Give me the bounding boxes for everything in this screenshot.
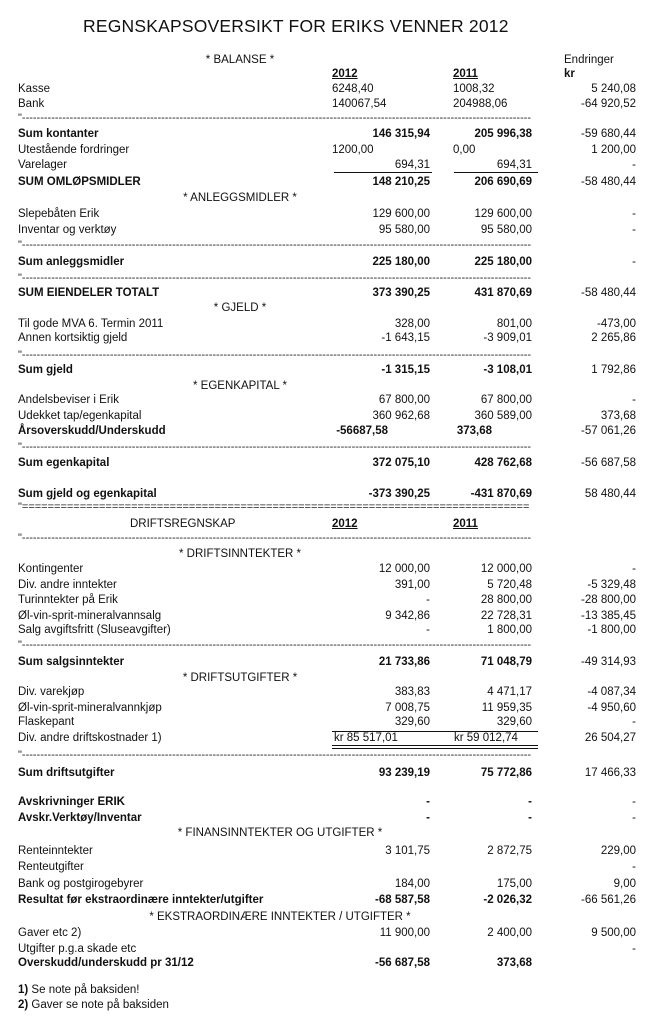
dashed-separator: "------------------------------------------------------------------------------------------------------------------------------------------- — [18, 532, 532, 544]
value-2011: 2 400,00 — [487, 927, 532, 939]
value-2012: 372 075,10 — [372, 457, 430, 469]
value-change: 26 504,27 — [584, 732, 636, 744]
dashed-separator: "------------------------------------------------------------------------------------------------------------------------------------------- — [18, 112, 532, 124]
value-2012: 694,31 — [394, 159, 430, 171]
value-change: 1 200,00 — [591, 144, 636, 156]
value-change: -5 329,48 — [587, 579, 636, 591]
value-2012: -56 687,58 — [375, 957, 430, 969]
value-2012: 11 900,00 — [379, 927, 430, 939]
value-2012: 373 390,25 — [372, 287, 430, 299]
section-heading: * EGENKAPITAL * — [193, 380, 287, 392]
value-change: -57 061,26 — [581, 425, 636, 437]
row-label: Gaver etc 2) — [18, 927, 82, 939]
value-change: 9 500,00 — [591, 927, 636, 939]
value-2012: -1 315,15 — [381, 364, 430, 376]
value-change: - — [632, 563, 636, 575]
row-label: SUM OMLØPSMIDLER — [18, 176, 141, 188]
row-label: Avskr.Verktøy/Inventar — [18, 812, 142, 824]
value-2012: - — [426, 594, 430, 606]
box-top-line — [332, 731, 538, 732]
value-change: -4 087,34 — [587, 686, 636, 698]
value-2011: 431 870,69 — [474, 287, 532, 299]
row-label: Bank — [18, 98, 45, 110]
dashed-separator: "------------------------------------------------------------------------------------------------------------------------------------------- — [18, 272, 532, 284]
underline-varelager-2011 — [454, 172, 538, 173]
row-label: Andelsbeviser i Erik — [18, 394, 119, 406]
row-label: Div. andre inntekter — [18, 579, 117, 591]
footnote: 2) Gaver se note på baksiden — [18, 999, 169, 1011]
value-2012: 93 239,19 — [378, 767, 430, 779]
value-2011: 373,68 — [456, 425, 492, 437]
value-2012: 67 800,00 — [378, 394, 430, 406]
value-2011: -3 108,01 — [483, 364, 532, 376]
value-2012: 329,60 — [394, 716, 430, 728]
value-2012: 3 101,75 — [385, 845, 430, 857]
value-2012: 328,00 — [394, 318, 430, 330]
row-label: Inventar og verktøy — [18, 224, 117, 236]
value-2012: 95 580,00 — [378, 224, 430, 236]
year-2011-header: 2011 — [453, 518, 478, 530]
value-change: 5 240,08 — [591, 83, 636, 95]
changes-header: Endringer — [564, 54, 614, 66]
value-2012: -373 390,25 — [368, 488, 430, 500]
value-2011: - — [528, 812, 532, 824]
row-label: Salg avgiftsfritt (Sluseavgifter) — [18, 624, 171, 636]
value-2011: 0,00 — [453, 144, 476, 156]
value-change: -28 800,00 — [581, 594, 636, 606]
value-change: - — [632, 159, 636, 171]
value-change: - — [632, 943, 636, 955]
value-change: - — [632, 716, 636, 728]
row-label: Overskudd/underskudd pr 31/12 — [18, 957, 194, 969]
value-2011: 694,31 — [496, 159, 532, 171]
changes-unit: kr — [564, 68, 575, 80]
year-2011-header: 2011 — [453, 68, 478, 80]
value-change: -59 680,44 — [581, 128, 636, 140]
value-change: - — [632, 208, 636, 220]
dashed-separator: "------------------------------------------------------------------------------------------------------------------------------------------- — [18, 441, 532, 453]
section-heading: * ANLEGGSMIDLER * — [183, 192, 297, 204]
double-separator: "=============================================================================== — [18, 501, 530, 513]
value-2011: 11 959,35 — [481, 702, 532, 714]
value-2012: 9 342,86 — [385, 610, 430, 622]
value-2011: 1008,32 — [453, 83, 495, 95]
value-change: 373,68 — [600, 410, 636, 422]
row-label: SUM EIENDELER TOTALT — [18, 287, 160, 299]
value-2012: 383,83 — [394, 686, 430, 698]
value-2012: 21 733,86 — [378, 656, 430, 668]
row-label: Kontingenter — [18, 563, 84, 575]
value-2011: 12 000,00 — [480, 563, 532, 575]
underline-varelager-2012 — [334, 172, 432, 173]
value-change: - — [632, 256, 636, 268]
value-2011: 4 471,17 — [487, 686, 532, 698]
value-2012: - — [426, 796, 430, 808]
value-2012: 12 000,00 — [378, 563, 430, 575]
value-change: -58 480,44 — [581, 176, 636, 188]
value-change: -4 950,60 — [587, 702, 636, 714]
section-heading: * BALANSE * — [205, 54, 275, 66]
value-change: -49 314,93 — [581, 656, 636, 668]
value-2012: kr 85 517,01 — [334, 732, 398, 744]
row-label: Avskrivninger ERIK — [18, 796, 125, 808]
value-2012: 360 962,68 — [372, 410, 430, 422]
value-2012: 1200,00 — [332, 144, 374, 156]
row-label: Udekket tap/egenkapital — [18, 410, 142, 422]
value-2011: 129 600,00 — [474, 208, 532, 220]
value-2011: 67 800,00 — [480, 394, 532, 406]
section-heading: * GJELD * — [213, 302, 267, 314]
value-change: -56 687,58 — [581, 457, 636, 469]
year-2012-header: 2012 — [332, 68, 358, 80]
value-change: - — [632, 394, 636, 406]
value-2012: 6248,40 — [332, 83, 374, 95]
value-2011: 2 872,75 — [487, 845, 532, 857]
value-2011: 373,68 — [496, 957, 532, 969]
value-change: - — [632, 796, 636, 808]
row-label: Sum gjeld og egenkapital — [18, 488, 157, 500]
row-label: Resultat før ekstraordinære inntekter/utgifter — [18, 894, 264, 906]
value-change: - — [632, 224, 636, 236]
value-2011: 95 580,00 — [480, 224, 532, 236]
value-2011: 206 690,69 — [474, 176, 532, 188]
value-2012: 146 315,94 — [372, 128, 430, 140]
dashed-separator: "------------------------------------------------------------------------------------------------------------------------------------------- — [18, 749, 532, 761]
row-label: Slepebåten Erik — [18, 208, 100, 220]
value-change: 2 265,86 — [591, 332, 636, 344]
value-2011: 801,00 — [496, 318, 532, 330]
value-2011: 71 048,79 — [480, 656, 532, 668]
row-label: Sum driftsutgifter — [18, 767, 115, 779]
row-label: Varelager — [18, 159, 68, 171]
row-label: Renteinntekter — [18, 845, 93, 857]
value-2012: 129 600,00 — [372, 208, 430, 220]
section-heading-driftsregnskap: DRIFTSREGNSKAP — [130, 518, 236, 530]
row-label: Div. andre driftskostnader 1) — [18, 732, 162, 744]
box-bottom-line — [332, 745, 538, 746]
year-2012-header: 2012 — [332, 518, 358, 530]
value-change: 1 792,86 — [591, 364, 636, 376]
row-label: Flaskepant — [18, 716, 75, 728]
value-2011: 28 800,00 — [480, 594, 532, 606]
value-change: -473,00 — [596, 318, 636, 330]
value-2012: -56687,58 — [336, 425, 388, 437]
row-label: Sum salgsinntekter — [18, 656, 125, 668]
value-2011: 175,00 — [496, 878, 532, 890]
row-label: Sum egenkapital — [18, 457, 110, 469]
value-2012: -1 643,15 — [381, 332, 430, 344]
value-2011: 22 728,31 — [480, 610, 532, 622]
row-label: Til gode MVA 6. Termin 2011 — [18, 318, 164, 330]
value-2012: 7 008,75 — [385, 702, 430, 714]
value-2011: 75 772,86 — [480, 767, 532, 779]
value-change: -13 385,45 — [581, 610, 636, 622]
section-heading: * DRIFTSINNTEKTER * — [178, 548, 302, 560]
value-change: -66 561,26 — [581, 894, 636, 906]
value-2011: 5 720,48 — [487, 579, 532, 591]
row-label: Turinntekter på Erik — [18, 594, 118, 606]
value-2011: - — [528, 796, 532, 808]
value-2012: - — [426, 624, 430, 636]
value-2011: 225 180,00 — [474, 256, 532, 268]
value-change: -64 920,52 — [581, 98, 636, 110]
value-change: 229,00 — [600, 845, 636, 857]
value-change: -58 480,44 — [581, 287, 636, 299]
section-heading: * FINANSINNTEKTER OG UTGIFTER * — [177, 827, 383, 839]
value-2012: 148 210,25 — [372, 176, 430, 188]
value-2012: 184,00 — [394, 878, 430, 890]
value-2012: 140067,54 — [332, 98, 387, 110]
section-heading: * DRIFTSUTGIFTER * — [182, 672, 298, 684]
value-change: 9,00 — [613, 878, 636, 890]
box-bottom-line-2 — [332, 748, 538, 749]
value-change: -1 800,00 — [587, 624, 636, 636]
row-label: Renteutgifter — [18, 861, 84, 873]
row-label: Bank og postgirogebyrer — [18, 878, 144, 890]
value-2011: 205 996,38 — [474, 128, 532, 140]
value-2011: kr 59 012,74 — [454, 732, 518, 744]
dashed-separator: "------------------------------------------------------------------------------------------------------------------------------------------- — [18, 239, 532, 251]
row-label: Årsoverskudd/Underskudd — [18, 425, 166, 437]
value-change: 17 466,33 — [584, 767, 636, 779]
value-change: 58 480,44 — [584, 488, 636, 500]
page-title: REGNSKAPSOVERSIKT FOR ERIKS VENNER 2012 — [83, 16, 509, 36]
value-2011: 1 800,00 — [487, 624, 532, 636]
value-change: - — [632, 861, 636, 873]
row-label: Øl-vin-sprit-mineralvannsalg — [18, 610, 162, 622]
row-label: Sum kontanter — [18, 128, 99, 140]
value-2011: -3 909,01 — [483, 332, 532, 344]
row-label: Annen kortsiktig gjeld — [18, 332, 128, 344]
row-label: Kasse — [18, 83, 50, 95]
footnote: 1) Se note på baksiden! — [18, 984, 140, 996]
value-2011: -2 026,32 — [483, 894, 532, 906]
value-change: - — [632, 812, 636, 824]
value-2011: 360 589,00 — [474, 410, 532, 422]
row-label: Øl-vin-sprit-mineralvannkjøp — [18, 702, 162, 714]
value-2012: -68 587,58 — [375, 894, 430, 906]
row-label: Sum anleggsmidler — [18, 256, 125, 268]
value-2011: -431 870,69 — [470, 488, 532, 500]
row-label: Utestående fordringer — [18, 144, 130, 156]
row-label: Div. varekjøp — [18, 686, 85, 698]
value-2011: 204988,06 — [453, 98, 508, 110]
value-2012: - — [426, 812, 430, 824]
value-2012: 391,00 — [394, 579, 430, 591]
section-heading: * EKSTRAORDINÆRE INNTEKTER / UTGIFTER * — [149, 911, 411, 923]
dashed-separator: "------------------------------------------------------------------------------------------------------------------------------------------- — [18, 349, 532, 361]
value-2011: 428 762,68 — [474, 457, 532, 469]
row-label: Sum gjeld — [18, 364, 73, 376]
value-2011: 329,60 — [496, 716, 532, 728]
row-label: Utgifter p.g.a skade etc — [18, 943, 137, 955]
value-2012: 225 180,00 — [372, 256, 430, 268]
dashed-separator: "------------------------------------------------------------------------------------------------------------------------------------------- — [18, 639, 532, 651]
